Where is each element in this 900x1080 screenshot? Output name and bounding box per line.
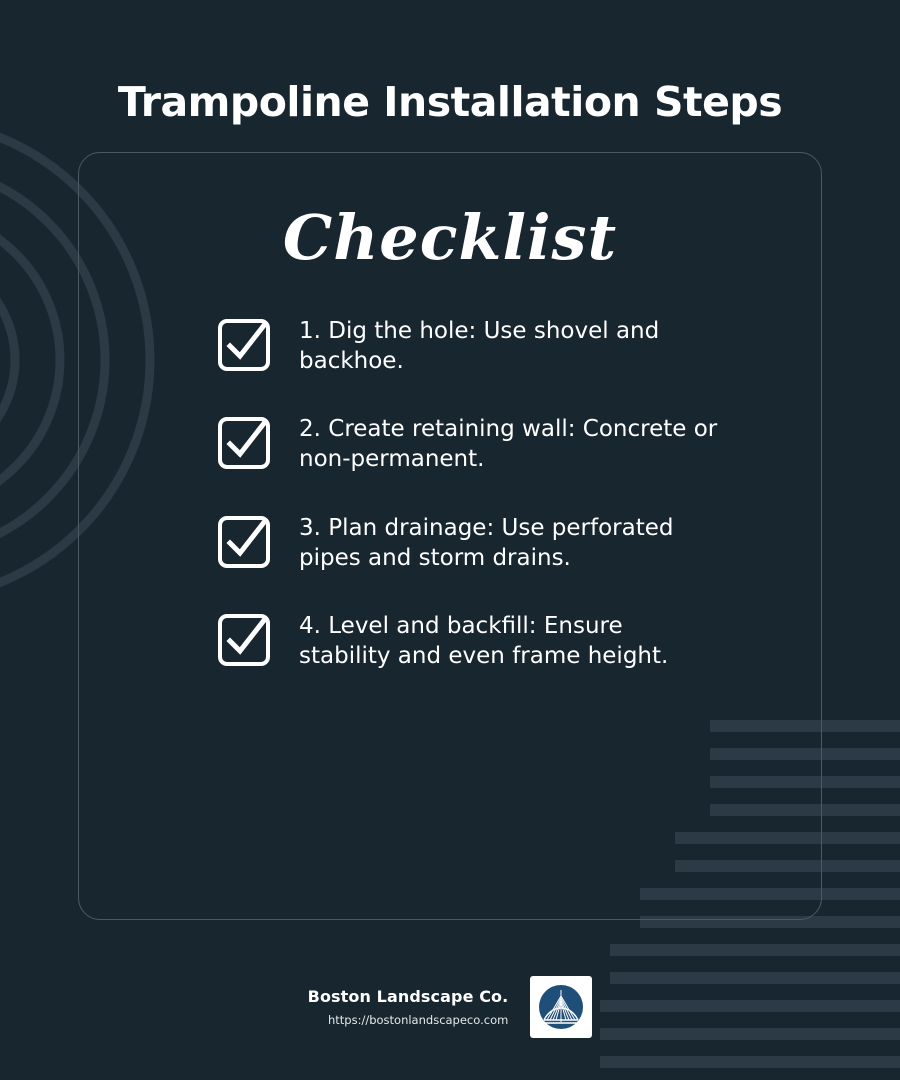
card-heading: Checklist — [282, 201, 618, 274]
bridge-logo-icon — [530, 976, 592, 1038]
checkbox-checked-icon[interactable] — [217, 416, 271, 470]
brand-url[interactable]: https://bostonlandscapeco.com — [327, 1013, 509, 1027]
checkbox-checked-icon[interactable] — [217, 613, 271, 667]
list-item[interactable] — [217, 513, 801, 573]
brand-name: Boston Landscape Co. — [307, 987, 509, 1006]
list-item-label: 2. Create retaining wall: Concrete or non-permanent. — [299, 416, 718, 473]
list-item-label: 3. Plan drainage: Use perforated pipes and storm drains. — [299, 514, 674, 571]
list-item[interactable] — [217, 316, 801, 376]
checkbox-checked-icon[interactable] — [217, 318, 271, 372]
list-item-label: 1. Dig the hole: Use shovel and backhoe. — [299, 318, 660, 375]
list-item[interactable] — [217, 414, 801, 474]
list-item-label: 4. Level and backfill: Ensure stability and even frame height. — [299, 612, 669, 669]
checklist — [79, 316, 821, 671]
checklist-card — [78, 152, 822, 920]
footer — [0, 976, 900, 1038]
list-item[interactable] — [217, 611, 801, 671]
checkbox-checked-icon[interactable] — [217, 515, 271, 569]
footer-text-block — [308, 987, 509, 1027]
page-title: Trampoline Installation Steps — [117, 78, 783, 126]
